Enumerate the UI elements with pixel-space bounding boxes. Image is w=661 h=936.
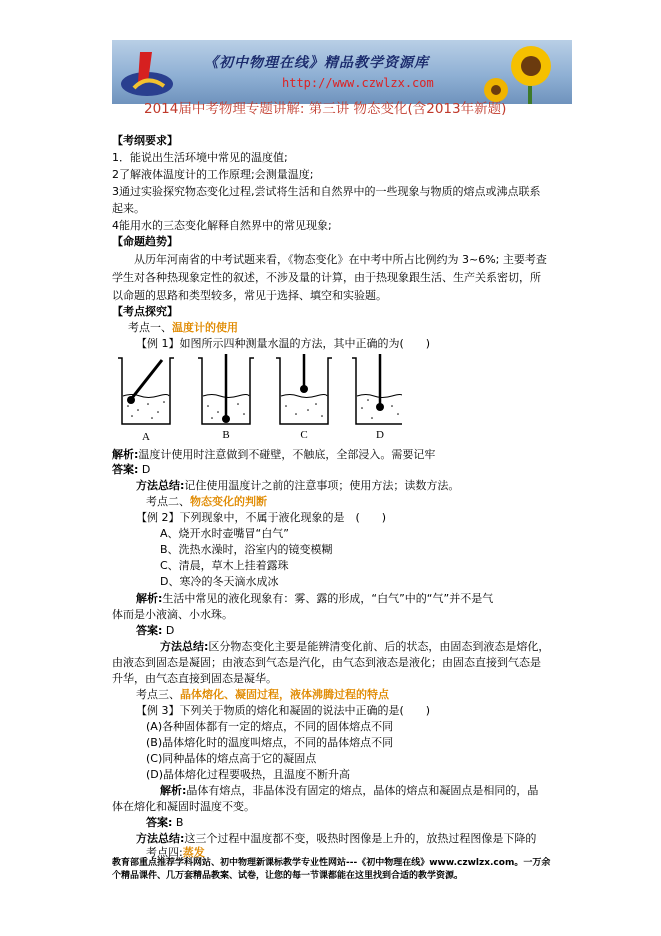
- page-footer: [112, 857, 582, 883]
- figure-label-d: D: [376, 429, 384, 441]
- beaker-a: [118, 358, 174, 424]
- example-1-method: 方法总结:记住使用温度计之前的注意事项；使用方法；读数方法。: [136, 479, 460, 492]
- example-2-analysis-cont: 体而是小液滴、小水珠。: [112, 608, 233, 621]
- trend-line: 学生对各种热现象定性的叙述，不涉及量的计算，由于热现象跟生活、生产关系密切，所: [112, 271, 541, 284]
- kp1-heading: 考点一、温度计的使用: [128, 321, 238, 334]
- banner-url[interactable]: http://www.czwlzx.com: [282, 76, 434, 90]
- banner-title: 《初中物理在线》精品教学资源库: [204, 55, 429, 71]
- example-2-option: C、清晨，草木上挂着露珠: [160, 559, 289, 572]
- syllabus-line: 2了解液体温度计的工作原理;会测量温度;: [112, 168, 314, 181]
- syllabus-line: 4能用水的三态变化解释自然界中的常见现象;: [112, 219, 332, 232]
- kp2-heading: 考点二、物态变化的判断: [146, 495, 267, 508]
- thermometer-figure: [112, 352, 402, 442]
- example-1-question: 【例 1】如图所示四种测量水温的方法，其中正确的为( ): [136, 337, 431, 350]
- beaker-c: [276, 354, 332, 424]
- example-3-question: 【例 3】下列关于物质的熔化和凝固的说法中正确的是( ): [136, 704, 431, 717]
- syllabus-line: 1．能说出生活环境中常见的温度值;: [112, 151, 288, 164]
- example-3-option: (C)同种晶体的熔点高于它的凝固点: [146, 752, 317, 765]
- example-3-analysis: 解析:晶体有熔点，非晶体没有固定的熔点，晶体的熔点和凝固点是相同的，晶: [160, 784, 539, 797]
- example-2-option: B、洗热水澡时，浴室内的镜变模糊: [160, 543, 333, 556]
- trend-heading: 【命题趋势】: [112, 235, 178, 248]
- example-2-option: A、烧开水时壶嘴冒“白气”: [160, 527, 289, 540]
- syllabus-line: 3通过实验探究物态变化过程,尝试将生活和自然界中的一些现象与物质的熔点或沸点联系: [112, 185, 541, 198]
- example-2-analysis: 解析:生活中常见的液化现象有：雾、露的形成，“白气”中的“气”并不是气: [136, 592, 494, 605]
- sunflower-icon: [476, 42, 566, 104]
- example-3-method: 方法总结:这三个过程中温度都不变，吸热时图像是上升的，放热过程图像是下降的: [136, 832, 537, 845]
- beaker-d: [352, 354, 402, 424]
- example-2-method-cont: 升华，由气态直接到固态是凝华。: [112, 672, 277, 685]
- example-2-method-cont: 由液态到固态是凝固；由液态到气态是汽化，由气态到液态是液化；由固态直接到气态是: [112, 656, 541, 669]
- example-3-option: (A)各种固体都有一定的熔点，不同的固体熔点不同: [146, 720, 394, 733]
- explore-heading: 【考点探究】: [112, 305, 178, 318]
- header-banner: [112, 40, 572, 104]
- syllabus-line: 起来。: [112, 202, 145, 215]
- document-title: 2014届中考物理专题讲解: 第三讲 物态变化(含2013年新题): [144, 101, 507, 117]
- example-3-option: (B)晶体熔化时的温度叫熔点，不同的晶体熔点不同: [146, 736, 394, 749]
- example-2-answer: 答案: D: [136, 624, 175, 637]
- footer-line: 教育部重点推荐学科网站、初中物理新课标教学专业性网站---《初中物理在线》www.czwlzx.com。一万余: [112, 858, 551, 868]
- footer-line: 个精品课件、几万套精品教案、试卷，让您的每一节课都能在这里找到合适的教学资源。: [112, 871, 464, 881]
- example-1-analysis: 解析:温度计使用时注意做到不碰壁，不触底，全部浸入。需要记牢: [112, 448, 436, 461]
- example-3-answer: 答案: B: [146, 816, 184, 829]
- example-2-method: 方法总结:区分物态变化主要是能辨清变化前、后的状态，由固态到液态是熔化，: [160, 640, 550, 653]
- example-2-option: D、寒冷的冬天滴水成冰: [160, 575, 279, 588]
- beaker-b: [198, 354, 254, 424]
- site-logo-icon: [118, 44, 176, 100]
- kp3-heading: 考点三、晶体熔化、凝固过程，液体沸腾过程的特点: [136, 688, 389, 701]
- trend-line: 从历年河南省的中考试题来看，《物态变化》在中考中所占比例约为 3~6%; 主要考查: [134, 253, 547, 266]
- kp4-heading: 考点四:蒸发: [146, 846, 205, 859]
- example-3-analysis-cont: 体在熔化和凝固时温度不变。: [112, 800, 255, 813]
- example-3-option: (D)晶体熔化过程要吸热，且温度不断升高: [146, 768, 351, 781]
- figure-label-a: A: [142, 431, 150, 442]
- example-1-answer: 答案: D: [112, 463, 151, 476]
- example-2-question: 【例 2】下列现象中，不属于液化现象的是 ( ): [136, 511, 387, 524]
- trend-line: 以命题的思路和类型较多，常见于选择、填空和实验题。: [112, 289, 387, 302]
- figure-label-c: C: [300, 429, 308, 441]
- figure-label-b: B: [222, 429, 230, 441]
- syllabus-heading: 【考纲要求】: [112, 134, 178, 147]
